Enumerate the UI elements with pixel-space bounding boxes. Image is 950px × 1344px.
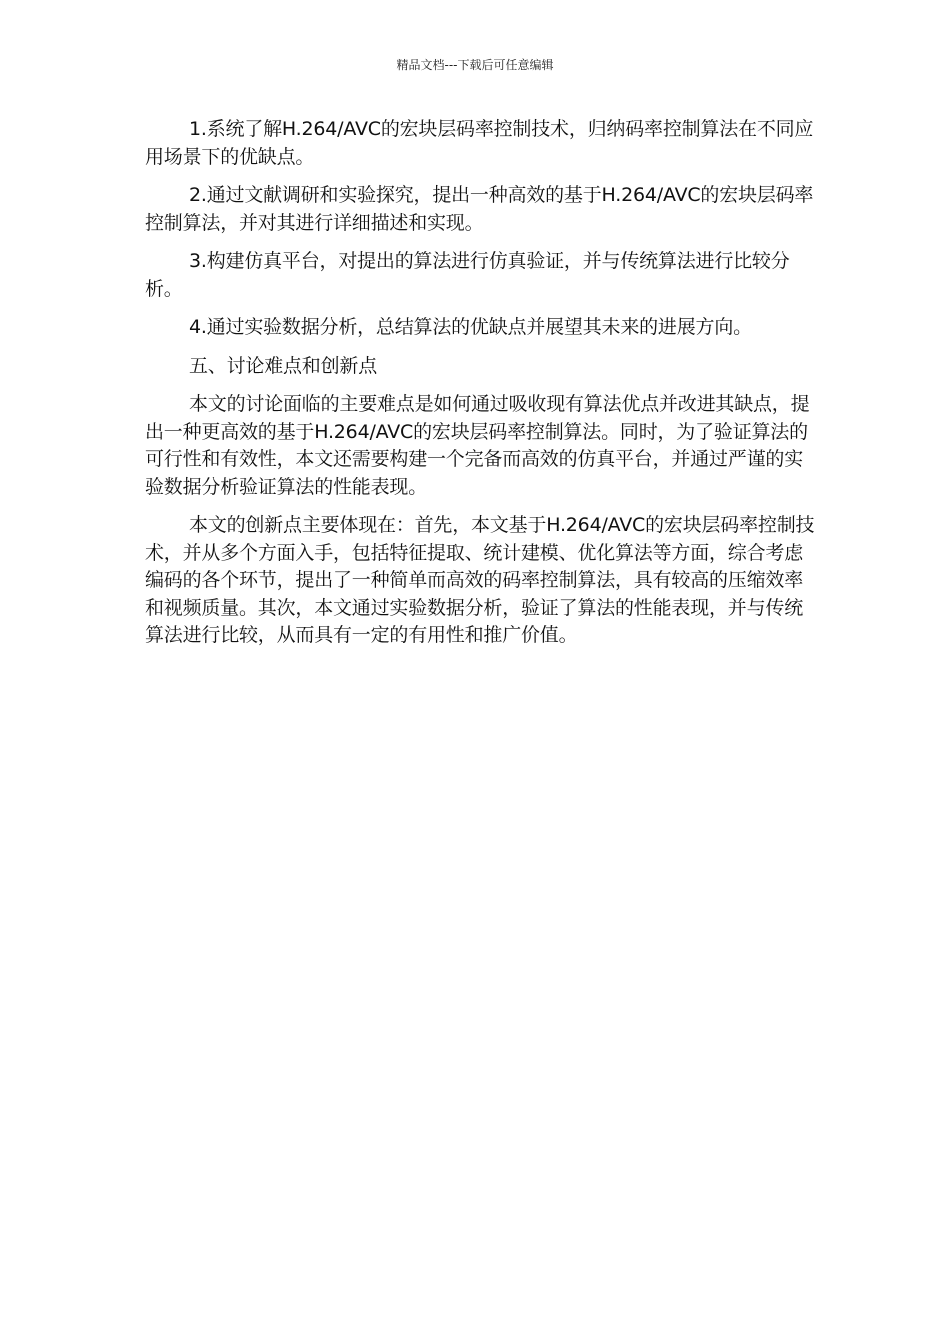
goal-item-2: 2.通过文献调研和实验探究，提出一种高效的基于H.264/AVC的宏块层码率控制算法，并对其进行详细描述和实现。 bbox=[145, 184, 814, 234]
section-heading: 五、讨论难点和创新点 bbox=[189, 354, 378, 377]
innovation-paragraph: 本文的创新点主要体现在：首先，本文基于H.264/AVC的宏块层码率控制技术，并从多个方面入手，包括特征提取、统计建模、优化算法等方面，综合考虑编码的各个环节，提出了一种简单而高效的码率控制算法，具有较高的压缩效率和视频质量。其次，本文通过实验数据分析，验证了算法的性能表现，并与传统算法进行比较，从而具有一定的有用性和推广价值。 bbox=[145, 514, 815, 646]
goal-item-4: 4.通过实验数据分析，总结算法的优缺点并展望其未来的进展方向。 bbox=[189, 316, 752, 338]
goal-item-1: 1.系统了解H.264/AVC的宏块层码率控制技术，归纳码率控制算法在不同应用场景下的优缺点。 bbox=[145, 118, 814, 168]
difficulty-paragraph: 本文的讨论面临的主要难点是如何通过吸收现有算法优点并改进其缺点，提出一种更高效的基于H.264/AVC的宏块层码率控制算法。同时，为了验证算法的可行性和有效性，本文还需要构建一个完备而高效的仿真平台，并通过严谨的实验数据分析验证算法的性能表现。 bbox=[145, 393, 810, 498]
goal-item-3: 3.构建仿真平台，对提出的算法进行仿真验证，并与传统算法进行比较分析。 bbox=[145, 250, 790, 300]
document-body bbox=[145, 116, 817, 661]
page-header: 精品文档---下载后可任意编辑 bbox=[396, 58, 554, 72]
